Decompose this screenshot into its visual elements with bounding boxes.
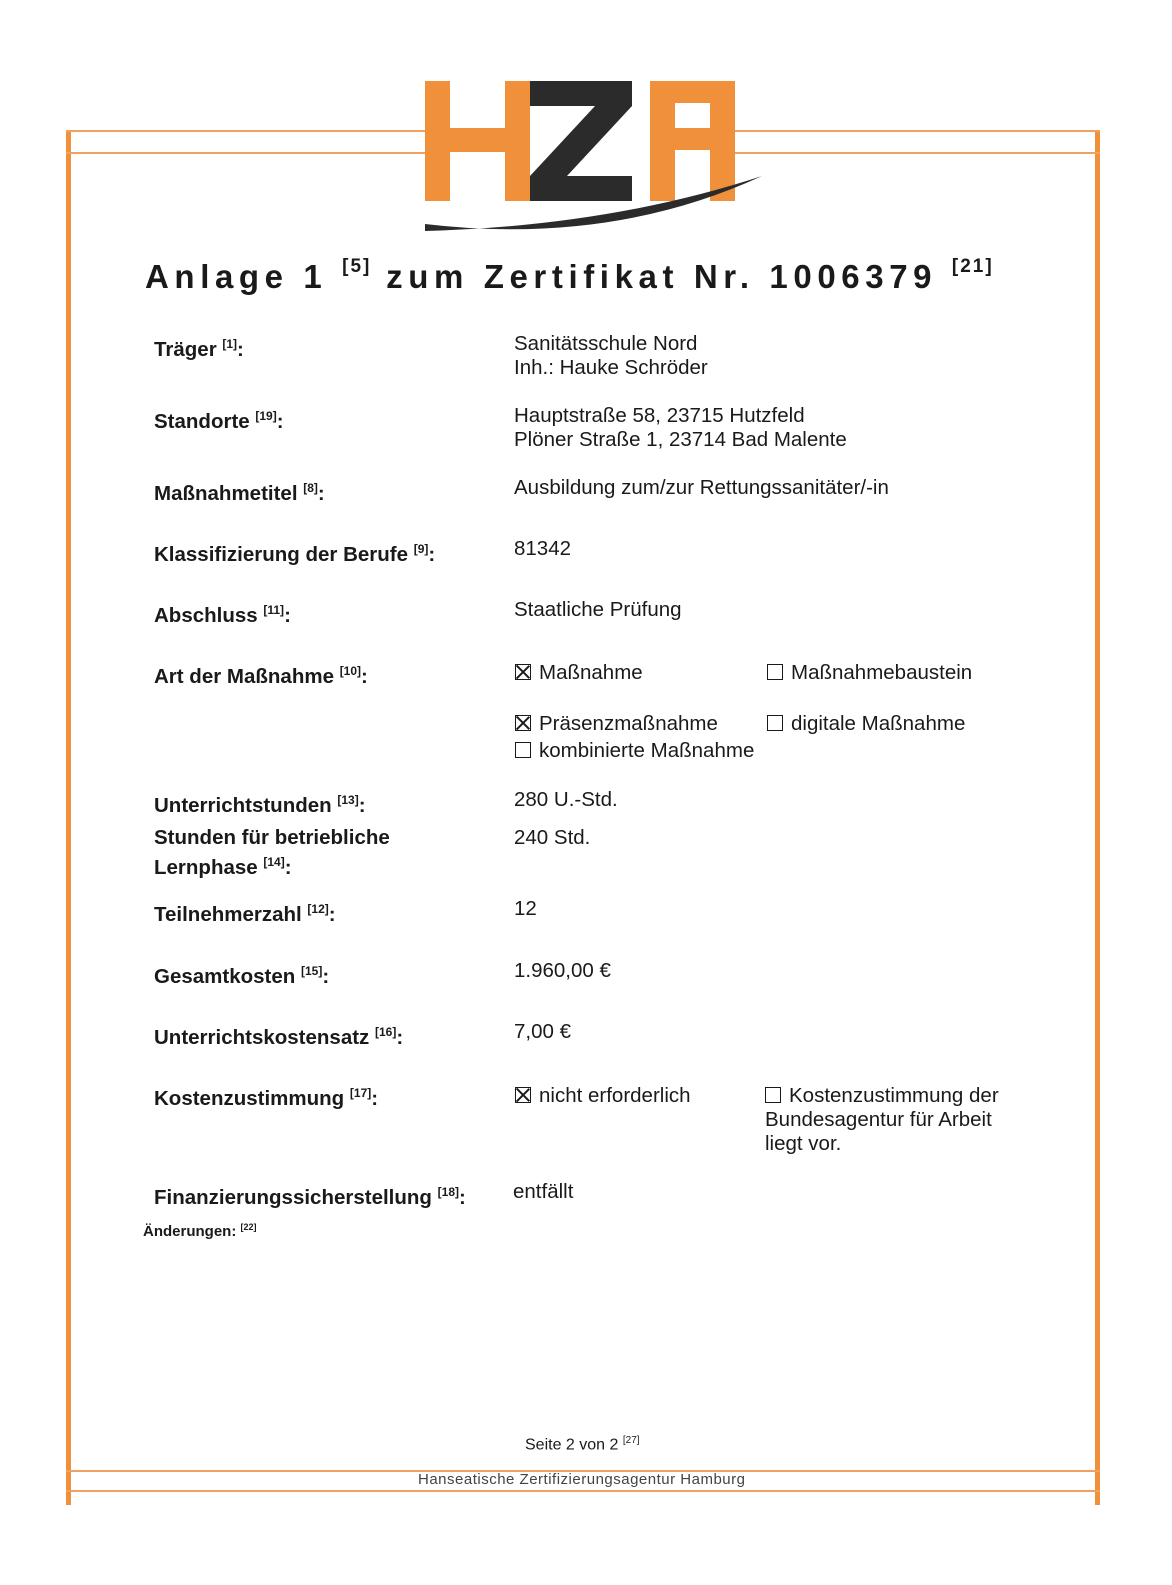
hza-logo bbox=[420, 76, 765, 246]
frame-bottom-line-2 bbox=[66, 1490, 1100, 1492]
footer-organization: Hanseatische Zertifizierungsagentur Hamburg bbox=[418, 1471, 746, 1488]
frame-top-line-left-2 bbox=[66, 152, 428, 154]
label-aenderungen: Änderungen: [22] bbox=[143, 1222, 257, 1240]
frame-top-line-right-2 bbox=[735, 152, 1100, 154]
checkbox-unchecked-icon bbox=[767, 664, 783, 680]
value-finanzierungssicherstellung: entfällt bbox=[513, 1180, 574, 1203]
logo-z-letter bbox=[530, 81, 632, 201]
page-title: Anlage 1 [5] zum Zertifikat Nr. 1006379 [21] bbox=[145, 256, 994, 295]
label-finanzierungssicherstellung: Finanzierungssicherstellung [18]: bbox=[154, 1185, 466, 1209]
value-gesamtkosten: 1.960,00 € bbox=[514, 959, 611, 982]
logo-h-letter bbox=[425, 81, 530, 201]
label-kostenzustimmung: Kostenzustimmung [17]: bbox=[154, 1086, 379, 1110]
checkbox-checked-icon bbox=[515, 715, 531, 731]
checkbox-unchecked-icon bbox=[515, 742, 531, 758]
value-betriebliche-lernphase: 240 Std. bbox=[514, 826, 591, 849]
frame-right-bar bbox=[1095, 130, 1100, 1505]
option-kombinierte-massnahme: kombinierte Maßnahme bbox=[515, 739, 754, 763]
checkbox-unchecked-icon bbox=[767, 715, 783, 731]
page-number: Seite 2 von 2 [27] bbox=[525, 1435, 640, 1454]
logo-a-letter bbox=[650, 81, 735, 201]
value-traeger: Sanitätsschule Nord Inh.: Hauke Schröder bbox=[514, 332, 708, 379]
value-standorte: Hauptstraße 58, 23715 Hutzfeld Plöner Straße 1, 23714 Bad Malente bbox=[514, 404, 847, 451]
label-abschluss: Abschluss [11]: bbox=[154, 603, 291, 627]
label-massnahmetitel: Maßnahmetitel [8]: bbox=[154, 481, 325, 505]
frame-top-line-left bbox=[66, 130, 428, 132]
value-klassifizierung: 81342 bbox=[514, 537, 572, 560]
value-unterrichtstunden: 280 U.-Std. bbox=[514, 788, 618, 811]
value-unterrichtskostensatz: 7,00 € bbox=[514, 1020, 571, 1043]
frame-left-bar bbox=[66, 130, 71, 1505]
option-kostenzustimmung-ba: Kostenzustimmung der Bundesagentur für Arbeit liegt vor. bbox=[765, 1084, 999, 1155]
label-unterrichtstunden: Unterrichtstunden [13]: bbox=[154, 793, 366, 817]
label-art-der-massnahme: Art der Maßnahme [10]: bbox=[154, 664, 368, 688]
label-teilnehmerzahl: Teilnehmerzahl [12]: bbox=[154, 902, 336, 926]
label-gesamtkosten: Gesamtkosten [15]: bbox=[154, 964, 330, 988]
value-massnahmetitel: Ausbildung zum/zur Rettungssanitäter/-in bbox=[514, 476, 889, 499]
checkbox-unchecked-icon bbox=[765, 1087, 781, 1103]
label-klassifizierung: Klassifizierung der Berufe [9]: bbox=[154, 542, 436, 566]
value-teilnehmerzahl: 12 bbox=[514, 897, 537, 920]
frame-top-line-right bbox=[735, 130, 1100, 132]
checkbox-checked-icon bbox=[515, 664, 531, 680]
label-unterrichtskostensatz: Unterrichtskostensatz [16]: bbox=[154, 1025, 404, 1049]
label-standorte: Standorte [19]: bbox=[154, 409, 284, 433]
checkbox-checked-icon bbox=[515, 1087, 531, 1103]
label-betriebliche-lernphase: Stunden für betriebliche Lernphase [14]: bbox=[154, 826, 390, 879]
label-traeger: Träger [1]: bbox=[154, 337, 244, 361]
option-digitale-massnahme: digitale Maßnahme bbox=[767, 712, 965, 736]
option-massnahme: Maßnahme bbox=[515, 661, 643, 685]
option-nicht-erforderlich: nicht erforderlich bbox=[515, 1084, 691, 1108]
option-praesenzmassnahme: Präsenzmaßnahme bbox=[515, 712, 718, 736]
option-massnahmebaustein: Maßnahmebaustein bbox=[767, 661, 972, 685]
value-abschluss: Staatliche Prüfung bbox=[514, 598, 682, 621]
